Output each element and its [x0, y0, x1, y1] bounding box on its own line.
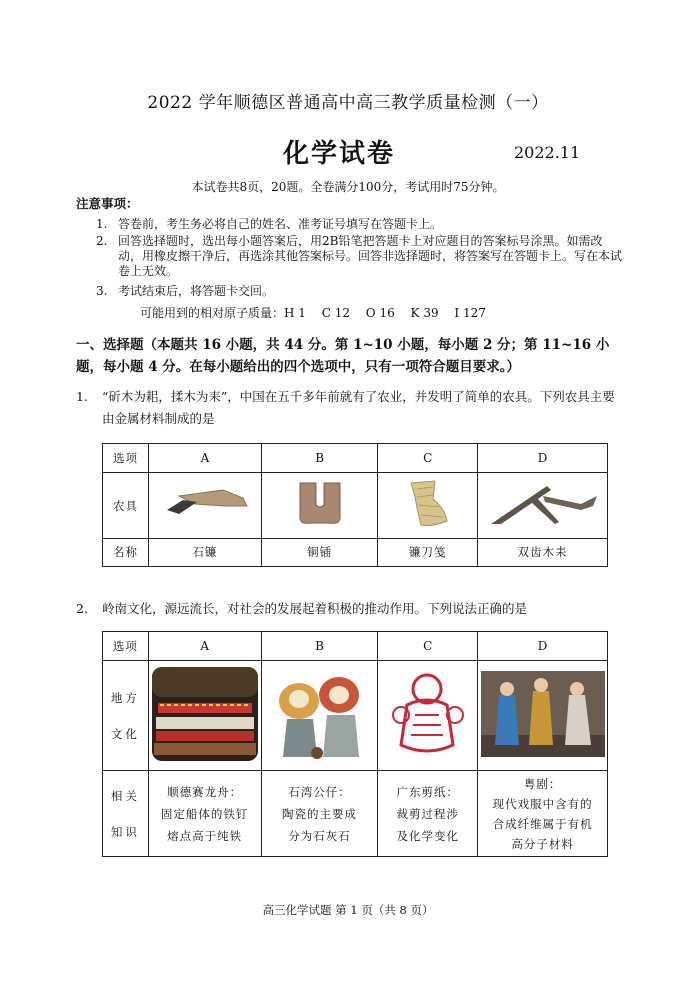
- tool-image-b: [261, 473, 378, 539]
- culture-image-a: [148, 661, 261, 771]
- tool-image-a: [149, 473, 262, 539]
- sickle-sheath-image: [383, 475, 473, 533]
- row-label-name: 名称: [103, 538, 149, 566]
- knowledge-c-line2: 裁剪过程涉: [396, 806, 460, 821]
- dragon-boat-image: [150, 665, 260, 763]
- knowledge-b-line2: 陶瓷的主要成: [282, 806, 357, 821]
- paper-cutting-image: [381, 665, 475, 763]
- exam-date: 2022.11: [514, 143, 581, 162]
- row-label-tool: 农具: [103, 473, 149, 539]
- knowledge-a-line3: 熔点高于纯铁: [167, 828, 243, 843]
- subject-title: 化学试卷: [283, 139, 396, 169]
- tool-name-d: 双齿木耒: [478, 538, 608, 566]
- row-label-culture-line1: 地方: [110, 690, 140, 705]
- option-c: C: [378, 632, 478, 661]
- knowledge-d-line1: 粤剧：: [523, 776, 562, 791]
- notice-item-text: 考试结束后，将答题卡交回。: [118, 284, 275, 298]
- atomic-mass-line: 可能用到的相对原子质量：H 1 C 12 O 16 K 39 I 127: [140, 306, 486, 320]
- cantonese-opera-image: [481, 665, 605, 763]
- row-label-option: 选项: [103, 444, 149, 473]
- row-label-knowledge: [103, 771, 149, 857]
- knowledge-a-line1: 顺德赛龙舟：: [167, 784, 243, 799]
- notice-item: [96, 234, 626, 279]
- q2-table: [102, 631, 608, 857]
- knowledge-b-line1: 石湾公仔：: [288, 784, 351, 799]
- knowledge-d-line3: 合成纤维属于有机: [492, 816, 593, 831]
- row-label-culture: [103, 661, 149, 771]
- exam-title: 2022 学年顺德区普通高中高三教学质量检测（一）: [147, 93, 549, 113]
- knowledge-a: [148, 771, 261, 857]
- culture-image-d: [478, 661, 608, 771]
- knowledge-c-line3: 及化学变化: [396, 828, 460, 843]
- option-a: A: [148, 632, 261, 661]
- question-number: 1.: [76, 389, 88, 404]
- knowledge-d: [478, 771, 608, 857]
- tool-name-b: 铜锸: [261, 538, 378, 566]
- exam-intro: 本试卷共8页，20题。全卷满分100分，考试用时75分钟。: [191, 180, 505, 194]
- row-label-culture-line2: 文化: [110, 726, 140, 741]
- option-a: A: [149, 444, 262, 473]
- row-label-knowledge-line1: 相关: [110, 788, 140, 803]
- culture-image-b: [261, 661, 378, 771]
- notice-item: [96, 284, 626, 299]
- knowledge-c: [378, 771, 478, 857]
- knowledge-d-line2: 现代戏服中含有的: [492, 796, 593, 811]
- notice-heading: 注意事项：: [76, 196, 139, 211]
- culture-image-c: [378, 661, 478, 771]
- knowledge-a-line2: 固定船体的铁钉: [160, 806, 249, 821]
- knowledge-d-line4: 高分子材料: [511, 836, 574, 851]
- knowledge-b-line3: 分为石灰石: [288, 828, 351, 843]
- notice-item-number: 3.: [96, 284, 108, 298]
- option-b: B: [261, 444, 378, 473]
- option-c: C: [378, 444, 478, 473]
- question-text: 岭南文化，源远流长，对社会的发展起着积极的推动作用。下列说法正确的是: [102, 601, 528, 616]
- notice-item-text: 答卷前，考生务必将自己的姓名、准考证号填写在答题卡上。: [118, 217, 443, 231]
- bronze-spade-image: [270, 475, 370, 533]
- knowledge-c-line1: 广东剪纸：: [396, 784, 460, 799]
- question-number: 2.: [76, 601, 88, 616]
- option-d: D: [478, 632, 608, 661]
- question-2: [76, 598, 624, 620]
- question-1: [76, 386, 624, 430]
- q1-table: [102, 443, 608, 567]
- stone-sickle-image: [153, 476, 257, 532]
- question-text: “斫木为耜，揉木为耒”，中国在五千多年前就有了农业，并发明了简单的农具。下列农具主要由金属材料制成的是: [102, 389, 615, 426]
- row-label-knowledge-line2: 知识: [110, 824, 140, 839]
- notice-item-number: 1.: [96, 217, 108, 231]
- notice-item: [96, 217, 626, 232]
- option-b: B: [261, 632, 378, 661]
- notice-item-text: 回答选择题时，选出每小题答案后，用2B铅笔把答题卡上对应题目的答案标号涂黑。如需改动，用橡皮擦干净后，再选涂其他答案标号。回答非选择题时，将答案写在答题卡上。写在本试卷上无效。: [118, 234, 623, 278]
- notice-item-number: 2.: [96, 234, 108, 248]
- option-d: D: [478, 444, 608, 473]
- section-title: 一、选择题（本题共 16 小题，共 44 分。第 1~10 小题，每小题 2 分；第 11~16 小题，每小题 4 分。在每小题给出的四个选项中，只有一项符合题目要求。）: [76, 337, 610, 375]
- shiwan-figurine-image: [265, 665, 375, 763]
- tool-image-c: [378, 473, 478, 539]
- tool-name-a: 石镰: [149, 538, 262, 566]
- wooden-plow-image: [481, 476, 605, 532]
- tool-image-d: [478, 473, 608, 539]
- page-footer: 高三化学试题 第 1 页（共 8 页）: [262, 903, 434, 917]
- knowledge-b: [261, 771, 378, 857]
- row-label-option: 选项: [103, 632, 149, 661]
- tool-name-c: 镰刀笺: [378, 538, 478, 566]
